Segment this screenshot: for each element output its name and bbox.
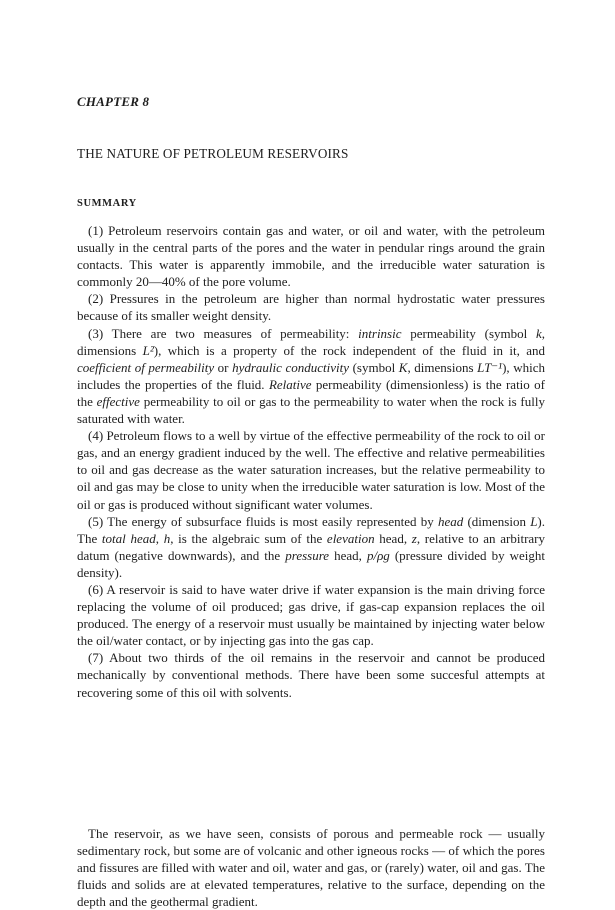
main-text-section bbox=[77, 825, 545, 910]
summary-point-6: (6) A reservoir is said to have water drive if water expansion is the main driving force replacing the volume of oil produced; gas drive, if gas-cap expansion replaces the oil produced. The energy of a reservoir must usually be maintained by injecting water below the oil/water contact, or by injecting gas into the gas cap. bbox=[77, 581, 545, 649]
summary-point-5: (5) The energy of subsurface fluids is most easily represented by head (dimension L). The total head, h, is the algebraic sum of the elevation head, z, relative to an arbitrary datum (negative downwards), and the pressure head, p/ρg (pressure divided by weight density). bbox=[77, 513, 546, 580]
chapter-label: CHAPTER 8 bbox=[77, 94, 150, 109]
summary-point-3: (3) There are two measures of permeability: intrinsic permeability (symbol k, dimensions L²), which is a property of the rock independent of the fluid in it, and coefficient of permeability or hydraulic conductivity (symbol K, dimensions LT⁻¹), which includes the properties of the fluid. Relative permeability (dimensionless) is the ratio of the effective permeability to oil or gas to the permeability to water when the rock is fully saturated with water. bbox=[77, 325, 545, 427]
summary-point-4: (4) Petroleum flows to a well by virtue of the effective permeability of the rock to oil or gas, and an energy gradient induced by the well. The effective and relative permeabilities to oil and gas decrease as the water saturation increases, but the relative permeability to oil and gas may be close to unity when the irreducible water saturation is low. Most of the oil or gas is produced without significant water volumes. bbox=[77, 428, 545, 512]
summary-point-1: (1) Petroleum reservoirs contain gas and water, or oil and water, with the petroleum usually in the central parts of the pores and the water in pendular rings around the grain contacts. This water is apparently immobile, and the irreducible water saturation is commonly 20—40% of the pore volume. bbox=[77, 223, 545, 290]
summary-section bbox=[77, 222, 545, 701]
summary-point-7: (7) About two thirds of the oil remains in the reservoir and cannot be produced mechanically by conventional methods. There have been some succesful attempts at recovering some of this oil with solvents. bbox=[77, 650, 545, 700]
body-paragraph-1: The reservoir, as we have seen, consists of porous and permeable rock — usually sedimentary rock, but some are of volcanic and other igneous rocks — of which the pores and fissures are filled with water and oil, water and gas, or (rarely) water, oil and gas. The fluids and solids are at elevated temperatures, relative to the surface, depending on the depth and the geothermal gradient. bbox=[77, 826, 545, 910]
summary-point-2: (2) Pressures in the petroleum are higher than normal hydrostatic water pressures because of its smaller weight density. bbox=[77, 291, 545, 324]
chapter-title: THE NATURE OF PETROLEUM RESERVOIRS bbox=[77, 146, 349, 161]
summary-heading: SUMMARY bbox=[77, 198, 137, 209]
